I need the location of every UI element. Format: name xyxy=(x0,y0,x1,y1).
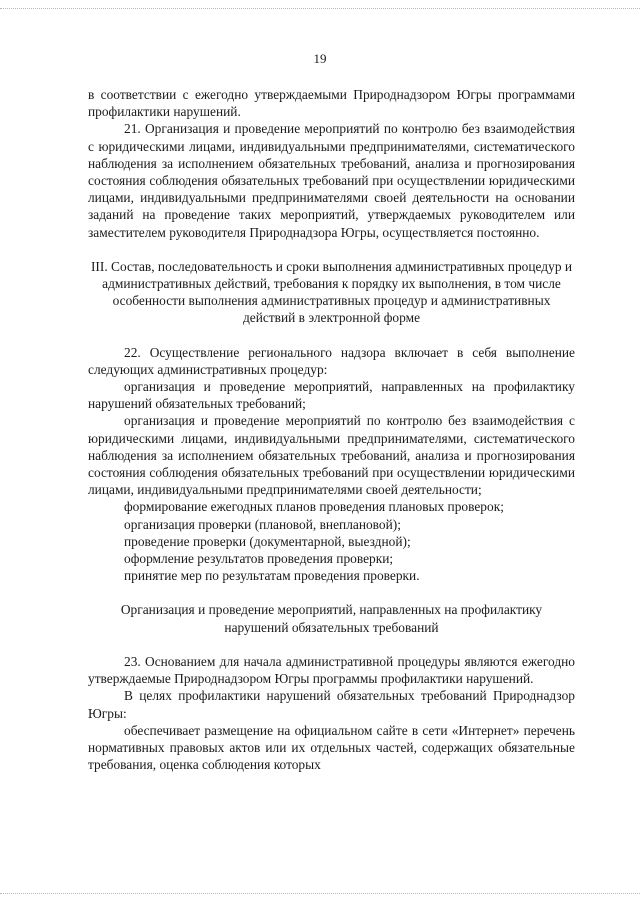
section-gap xyxy=(88,327,575,344)
paragraph: обеспечивает размещение на официальном сайте в сети «Интернет» перечень нормативных правовых актов или их отдельных частей, содержащих обязательные требования, оценка соблюдения которых xyxy=(88,722,575,773)
scan-bottom-edge xyxy=(0,893,640,895)
section-gap xyxy=(88,636,575,653)
paragraph: 22. Осуществление регионального надзора включает в себя выполнение следующих административных процедур: xyxy=(88,344,575,377)
paragraph: 21. Организация и проведение мероприятий по контролю без взаимодействия с юридическими лицами, индивидуальными предпринимателями, систематического наблюдения за исполнением обязательных требований, анализа и прогнозирования состояния соблюдения обязательных требований при осуществлении юридическими лицами, индивидуальными предпринимателями своей деятельности на основании заданий на проведение таких мероприятий, утверждаемых руководителем или заместителем руководителя Природнадзора Югры, осуществляется постоянно. xyxy=(88,121,575,240)
scan-top-edge xyxy=(0,8,640,10)
paragraph: организация и проведение мероприятий по контролю без взаимодействия с юридическими лицами, индивидуальными предпринимателями, систематического наблюдения за исполнением обязательных требований, анализа и прогнозирования состояния соблюдения обязательных требований при осуществлении юридическими лицами, индивидуальными предпринимателями своей деятельности; xyxy=(88,413,575,498)
paragraph: проведение проверки (документарной, выездной); xyxy=(124,533,411,549)
paragraph: принятие мер по результатам проведения проверки. xyxy=(124,568,420,584)
page-number: 19 xyxy=(313,51,327,66)
section-heading: III. Состав, последовательность и сроки выполнения административных процедур и административных действий, требования к порядку их выполнения, в том числе особенности выполнения административных процедур и административных действий в электронной форме xyxy=(90,258,573,326)
paragraph: в соответствии с ежегодно утверждаемыми Природнадзором Югры программами профилактики нарушений. xyxy=(88,87,575,120)
paragraph: оформление результатов проведения проверки; xyxy=(124,551,394,567)
section-gap xyxy=(88,241,575,258)
section-heading: Организация и проведение мероприятий, направленных на профилактику нарушений обязательных требований xyxy=(120,602,543,635)
paragraph: В целях профилактики нарушений обязательных требований Природнадзор Югры: xyxy=(88,688,575,721)
paragraph: организация проверки (плановой, внеплановой); xyxy=(124,516,401,532)
paragraph: 23. Основанием для начала административной процедуры являются ежегодно утверждаемые Природнадзором Югры программы профилактики нарушений. xyxy=(88,653,575,687)
paragraph: организация и проведение мероприятий, направленных на профилактику нарушений обязательных требований; xyxy=(88,379,575,412)
paragraph: формирование ежегодных планов проведения плановых проверок; xyxy=(124,499,504,515)
section-gap xyxy=(88,584,575,601)
document-body xyxy=(88,86,575,773)
